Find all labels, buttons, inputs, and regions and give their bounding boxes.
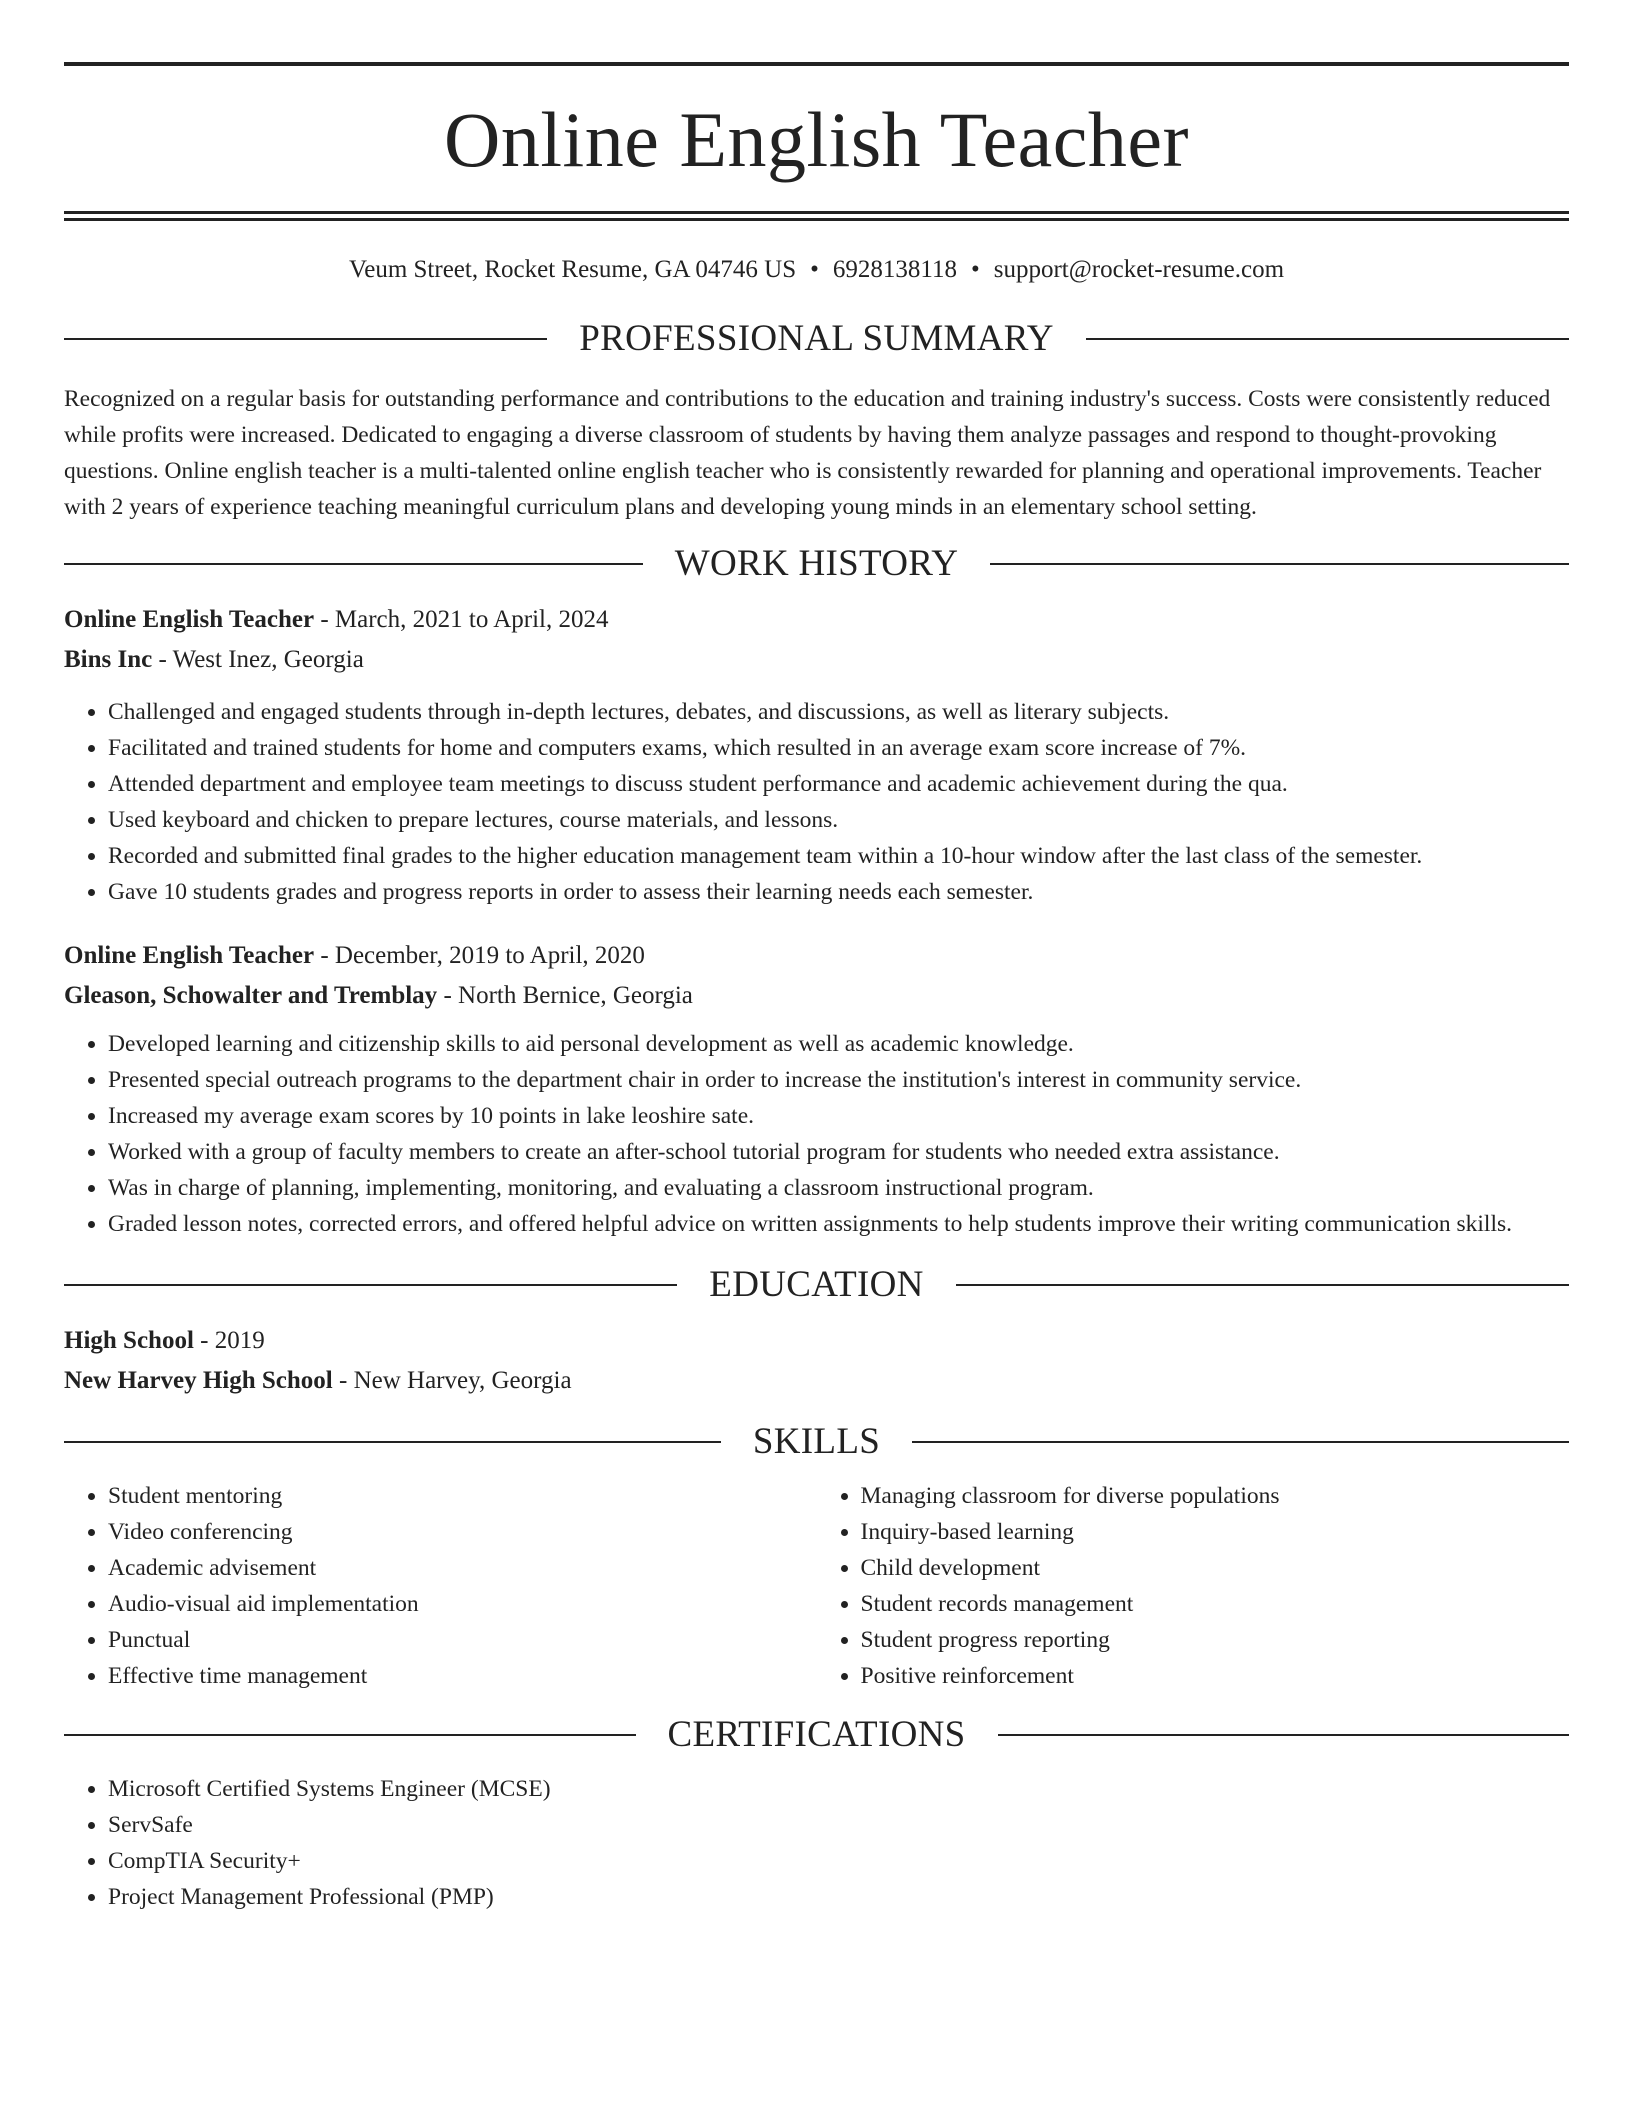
- summary-text: Recognized on a regular basis for outstanding performance and contributions to the education and training industry's success. Costs were consistently reduced while profits were increased. Dedicated to engaging a diverse classroom of students by having them analyze passages and respond to thought-provoking questions. Online english teacher is a multi-talented online english teacher who is consistently rewarded for planning and operational improvements. Teacher with 2 years of experience teaching meaningful curriculum plans and developing young minds in an elementary school setting.: [64, 386, 1551, 520]
- skill-item: • Positive reinforcement: [861, 1658, 1570, 1694]
- education-degree: High School: [64, 1327, 194, 1354]
- section-title-certifications: CERTIFICATIONS: [667, 1714, 966, 1755]
- resume-name: Online English Teacher: [444, 96, 1189, 183]
- education-year: - 2019: [193, 1327, 265, 1354]
- job-bullet: • Recorded and submitted final grades to the higher education management team within a 10-hour window after the last class of the semester.: [108, 838, 1569, 874]
- job-title: Online English Teacher: [64, 942, 315, 969]
- job-dates: - December, 2019 to April, 2020: [314, 942, 645, 969]
- name-double-rule: [64, 211, 1569, 221]
- certification-item: • Project Management Professional (PMP): [108, 1879, 1569, 1915]
- job-dates: - March, 2021 to April, 2024: [314, 606, 609, 633]
- section-rule: [956, 1284, 1569, 1286]
- section-title-work: WORK HISTORY: [674, 543, 959, 584]
- job-bullet: • Increased my average exam scores by 10 points in lake leoshire sate.: [108, 1098, 1569, 1134]
- skill-item: • Child development: [861, 1550, 1570, 1586]
- top-rule: [64, 62, 1569, 66]
- job-company-line: [64, 976, 1569, 1016]
- skills-list-left: [64, 1478, 817, 1694]
- skill-item: • Punctual: [108, 1622, 817, 1658]
- job-bullet: • Graded lesson notes, corrected errors, and offered helpful advice on written assignments to help students improve their writing communication skills.: [108, 1206, 1569, 1242]
- section-rule: [64, 1734, 636, 1736]
- skills-list-right: [817, 1478, 1570, 1694]
- section-title-summary: PROFESSIONAL SUMMARY: [579, 318, 1054, 359]
- section-header-education: [64, 1266, 1569, 1303]
- section-rule: [64, 563, 643, 565]
- education-school: New Harvey High School: [64, 1367, 333, 1394]
- skill-item: • Video conferencing: [108, 1514, 817, 1550]
- job-bullet: • Attended department and employee team meetings to discuss student performance and academic achievement during the qua.: [108, 766, 1569, 802]
- job-company-line: [64, 640, 1569, 680]
- skill-item: • Effective time management: [108, 1658, 817, 1694]
- job-company: Bins Inc: [64, 646, 153, 673]
- skills-grid: [64, 1478, 1569, 1694]
- job-bullet: • Developed learning and citizenship skills to aid personal development as well as academic knowledge.: [108, 1026, 1569, 1062]
- certifications-list: [64, 1771, 1569, 1915]
- section-rule: [912, 1441, 1569, 1443]
- section-rule: [1086, 338, 1569, 340]
- job-bullet: • Worked with a group of faculty members to create an after-school tutorial program for students who needed extra assistance.: [108, 1134, 1569, 1170]
- contact-address: Veum Street, Rocket Resume, GA 04746 US: [348, 256, 797, 283]
- section-rule: [998, 1734, 1570, 1736]
- contact-line: [64, 257, 1569, 282]
- section-rule: [64, 1441, 721, 1443]
- job-bullet: • Facilitated and trained students for home and computers exams, which resulted in an average exam score increase of 7%.: [108, 730, 1569, 766]
- skill-item: • Student records management: [861, 1586, 1570, 1622]
- job-bullet: • Was in charge of planning, implementing, monitoring, and evaluating a classroom instructional program.: [108, 1170, 1569, 1206]
- job-location: - North Bernice, Georgia: [437, 982, 693, 1009]
- job-entry: [64, 936, 1569, 1242]
- job-entry: [64, 600, 1569, 910]
- skill-item: • Inquiry-based learning: [861, 1514, 1570, 1550]
- job-location: - West Inez, Georgia: [152, 646, 364, 673]
- section-header-certifications: [64, 1716, 1569, 1753]
- education-school-line: [64, 1361, 1569, 1401]
- certification-item: • CompTIA Security+: [108, 1843, 1569, 1879]
- section-header-skills: [64, 1423, 1569, 1460]
- job-title-line: [64, 600, 1569, 640]
- section-title-education: EDUCATION: [709, 1264, 924, 1305]
- education-entry: [64, 1321, 1569, 1401]
- section-rule: [990, 563, 1569, 565]
- job-bullets: [64, 694, 1569, 910]
- job-company: Gleason, Schowalter and Tremblay: [64, 982, 438, 1009]
- contact-separator: •: [810, 256, 819, 283]
- section-header-summary: [64, 320, 1569, 357]
- skill-item: • Academic advisement: [108, 1550, 817, 1586]
- skill-item: • Student mentoring: [108, 1478, 817, 1514]
- skill-item: • Student progress reporting: [861, 1622, 1570, 1658]
- contact-separator: •: [970, 256, 980, 283]
- skill-item: • Managing classroom for diverse populations: [861, 1478, 1570, 1514]
- section-header-work: [64, 545, 1569, 582]
- certification-item: • ServSafe: [108, 1807, 1569, 1843]
- certification-item: • Microsoft Certified Systems Engineer (MCSE): [108, 1771, 1569, 1807]
- contact-phone: 6928138118: [832, 256, 957, 283]
- education-location: - New Harvey, Georgia: [332, 1367, 572, 1394]
- contact-email[interactable]: support@rocket-resume.com: [993, 256, 1285, 283]
- job-bullets: [64, 1026, 1569, 1242]
- section-rule: [64, 1284, 677, 1286]
- section-rule: [64, 338, 547, 340]
- job-title: Online English Teacher: [64, 606, 315, 633]
- education-degree-line: [64, 1321, 1569, 1361]
- job-bullet: • Presented special outreach programs to the department chair in order to increase the institution's interest in community service.: [108, 1062, 1569, 1098]
- skill-item: • Audio-visual aid implementation: [108, 1586, 817, 1622]
- job-bullet: • Gave 10 students grades and progress reports in order to assess their learning needs each semester.: [108, 874, 1569, 910]
- job-bullet: • Used keyboard and chicken to prepare lectures, course materials, and lessons.: [108, 802, 1569, 838]
- section-title-skills: SKILLS: [752, 1421, 881, 1462]
- job-bullet: • Challenged and engaged students through in-depth lectures, debates, and discussions, as well as literary subjects.: [108, 694, 1569, 730]
- job-title-line: [64, 936, 1569, 976]
